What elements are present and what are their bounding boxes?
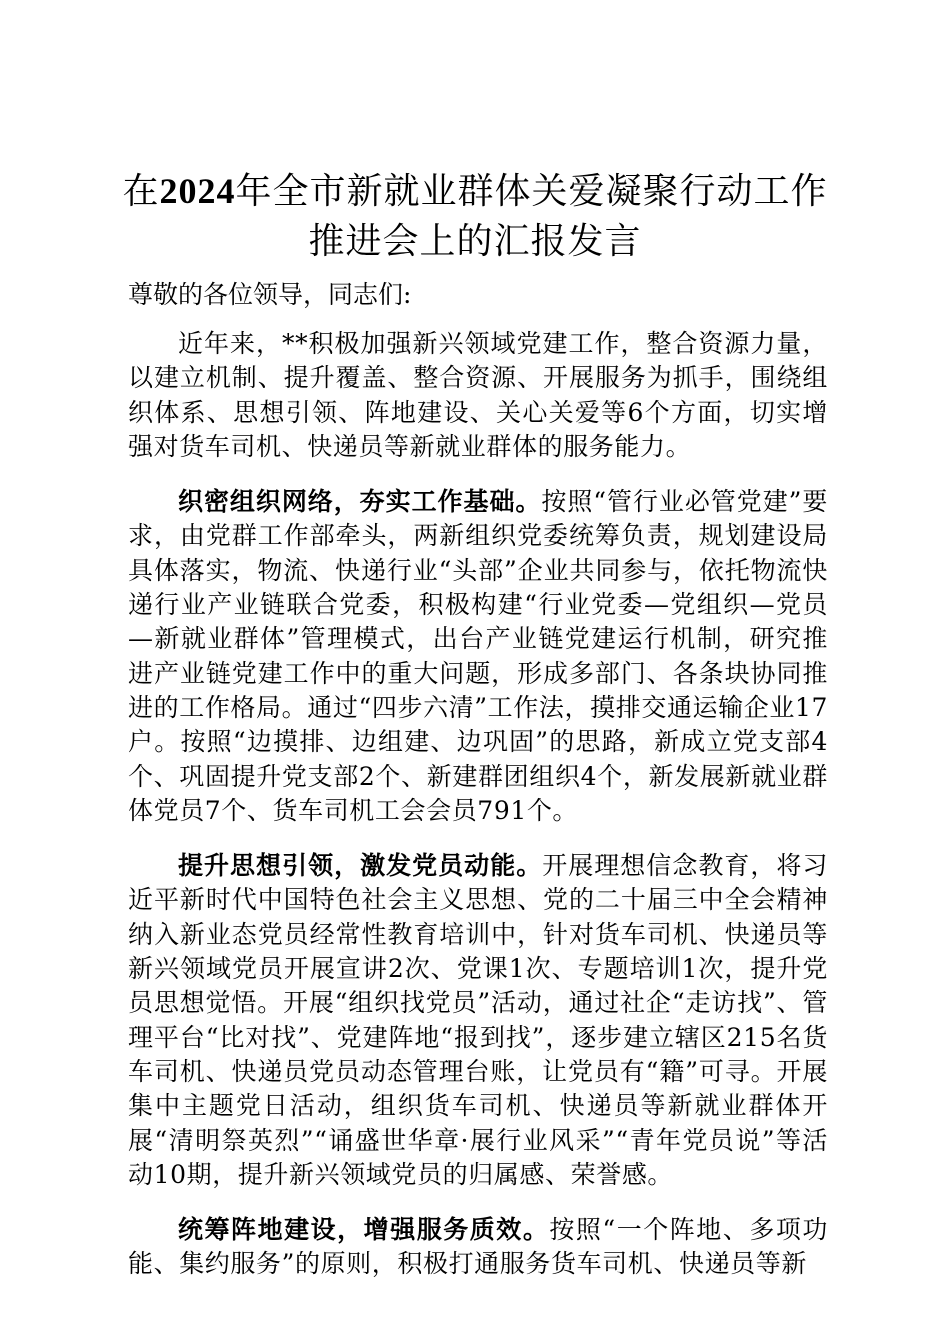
title-prefix: 在 [122, 171, 160, 212]
paragraph-intro-text: 近年来，**积极加强新兴领域党建工作，整合资源力量，以建立机制、提升覆盖、整合资源、开展服务为抓手，围绕组织体系、思想引领、阵地建设、关心关爱等6个方面，切实增强对货车司机、快递员等新就业群体的服务能力。 [128, 329, 828, 461]
title-line-1 [120, 166, 830, 217]
document-title [120, 166, 830, 267]
paragraph-organization-heading: 织密组织网络，夯实工作基础。 [178, 487, 542, 517]
salutation: 尊敬的各位领导，同志们: [128, 280, 412, 309]
title-line-1-rest: 年全市新就业群体关爱凝聚行动工作 [235, 171, 828, 212]
paragraph-ideology-heading: 提升思想引领，激发党员动能。 [178, 851, 543, 881]
paragraph-facilities-text: 按照“一个阵地、多项功能、集约服务”的原则，积极打通服务货车司机、快递员等新 [128, 1215, 828, 1279]
title-year: 2024 [159, 171, 236, 211]
paragraph-organization [128, 485, 828, 828]
paragraph-organization-text: 按照“管行业必管党建”要求，由党群工作部牵头，两新组织党委统筹负责，规划建设局具体落实，物流、快递行业“头部”企业共同参与，依托物流快递行业产业链联合党委，积极构建“行业党委—党组织—党员—新就业群体”管理模式，出台产业链党建运行机制，研究推进产业链党建工作中的重大问题，形成多部门、各条块协同推进的工作格局。通过“四步六清”工作法，摸排交通运输企业17户。按照“边摸排、边组建、边巩固”的思路，新成立党支部4个、巩固提升党支部2个、新建群团组织4个，新发展新就业群体党员7个、货车司机工会会员791个。 [128, 487, 829, 825]
paragraph-ideology-text: 开展理想信念教育，将习近平新时代中国特色社会主义思想、党的二十届三中全会精神纳入新业态党员经常性教育培训中，针对货车司机、快递员等新兴领域党员开展宣讲2次、党课1次、专题培训1次，提升党员思想觉悟。开展“组织找党员”活动，通过社企“走访找”、管理平台“比对找”、党建阵地“报到找”，逐步建立辖区215名货车司机、快递员党员动态管理台账，让党员有“籍”可寻。开展集中主题党日活动，组织货车司机、快递员等新就业群体开展“清明祭英烈”“诵盛世华章·展行业风采”“青年党员说”等活动10期，提升新兴领域党员的归属感、荣誉感。 [128, 851, 828, 1189]
document-body [128, 327, 828, 1303]
paragraph-facilities-heading: 统筹阵地建设，增强服务质效。 [178, 1215, 550, 1245]
paragraph-facilities [128, 1213, 828, 1282]
paragraph-ideology [128, 849, 828, 1192]
title-line-2: 推进会上的汇报发言 [308, 221, 642, 262]
paragraph-intro [128, 327, 828, 464]
